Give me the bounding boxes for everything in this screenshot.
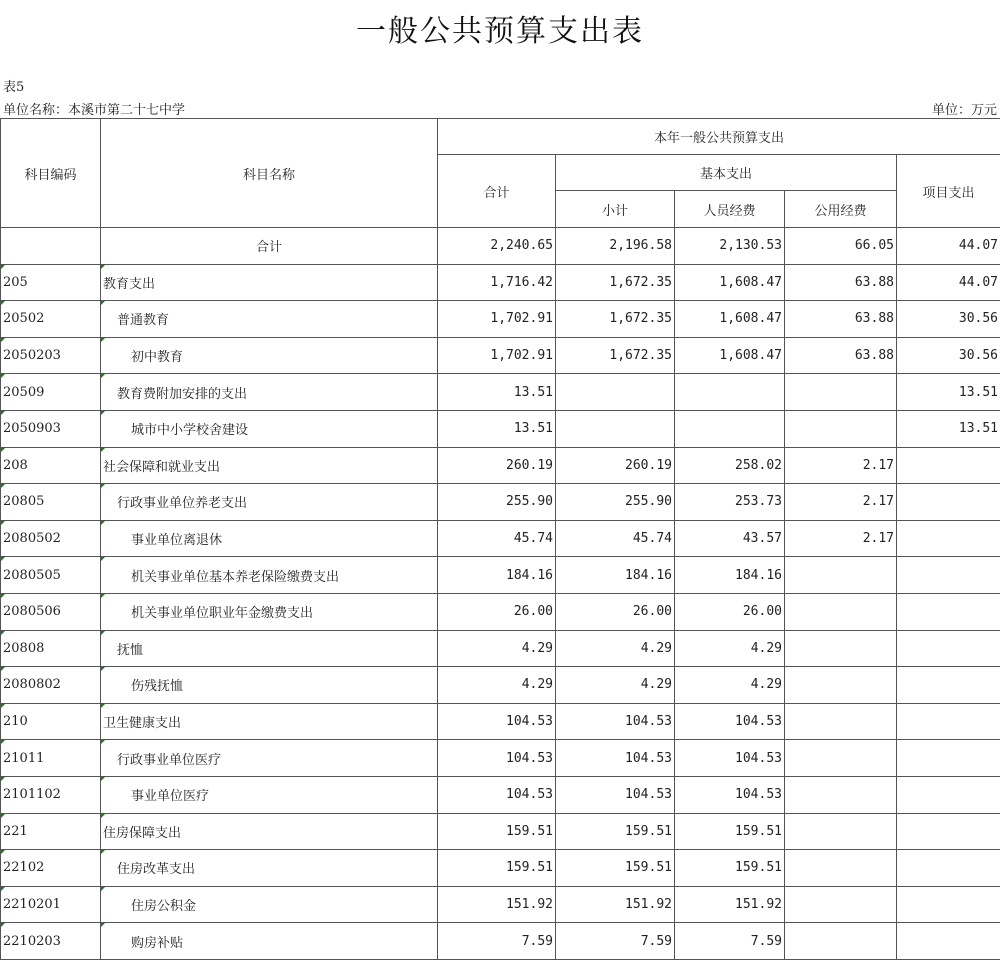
cell-personnel: 1,608.47 xyxy=(675,264,785,301)
header-total: 合计 xyxy=(438,155,556,228)
header-personnel: 人员经费 xyxy=(675,191,785,228)
cell-code: 20509 xyxy=(1,374,101,411)
cell-public: 2.17 xyxy=(785,520,897,557)
table-row xyxy=(1,740,1000,777)
cell-code: 2080502 xyxy=(1,520,101,557)
cell-name: 普通教育 xyxy=(101,301,438,338)
cell-total: 184.16 xyxy=(438,557,556,594)
cell-public xyxy=(785,813,897,850)
cell-personnel: 43.57 xyxy=(675,520,785,557)
total-row xyxy=(1,228,1000,265)
header-name: 科目名称 xyxy=(101,119,438,228)
cell-name: 社会保障和就业支出 xyxy=(101,447,438,484)
cell-project xyxy=(897,703,1000,740)
table-number: 表5 xyxy=(3,76,24,95)
cell-project: 30.56 xyxy=(897,337,1000,374)
cell-personnel: 4.29 xyxy=(675,630,785,667)
header-group: 本年一般公共预算支出 xyxy=(438,119,1000,155)
cell-project xyxy=(897,557,1000,594)
cell-subtotal: 159.51 xyxy=(556,850,675,887)
cell-personnel: 1,608.47 xyxy=(675,301,785,338)
cell-personnel: 104.53 xyxy=(675,776,785,813)
header-basic: 基本支出 xyxy=(556,155,897,191)
cell-code: 208 xyxy=(1,447,101,484)
cell-personnel: 104.53 xyxy=(675,740,785,777)
cell-name: 卫生健康支出 xyxy=(101,703,438,740)
table-row xyxy=(1,484,1000,521)
cell-code: 2210203 xyxy=(1,923,101,960)
table-row xyxy=(1,264,1000,301)
cell-code: 2080505 xyxy=(1,557,101,594)
cell-public xyxy=(785,374,897,411)
cell-name: 抚恤 xyxy=(101,630,438,667)
cell-total: 104.53 xyxy=(438,740,556,777)
cell-public xyxy=(785,850,897,887)
header-code: 科目编码 xyxy=(1,119,101,228)
cell-public: 63.88 xyxy=(785,337,897,374)
cell-code: 22102 xyxy=(1,850,101,887)
cell-subtotal: 1,672.35 xyxy=(556,301,675,338)
cell-public: 63.88 xyxy=(785,301,897,338)
cell-project xyxy=(897,813,1000,850)
table-row xyxy=(1,593,1000,630)
total-total: 2,240.65 xyxy=(438,228,556,265)
table-row xyxy=(1,850,1000,887)
cell-personnel: 104.53 xyxy=(675,703,785,740)
cell-project xyxy=(897,740,1000,777)
table-row xyxy=(1,886,1000,923)
cell-name: 住房公积金 xyxy=(101,886,438,923)
cell-subtotal: 4.29 xyxy=(556,630,675,667)
cell-personnel: 4.29 xyxy=(675,667,785,704)
cell-total: 159.51 xyxy=(438,813,556,850)
cell-code: 2050203 xyxy=(1,337,101,374)
cell-name: 住房改革支出 xyxy=(101,850,438,887)
cell-name: 机关事业单位职业年金缴费支出 xyxy=(101,593,438,630)
table-row xyxy=(1,374,1000,411)
table-row xyxy=(1,301,1000,338)
cell-project: 13.51 xyxy=(897,374,1000,411)
cell-project xyxy=(897,447,1000,484)
page-title: 一般公共预算支出表 xyxy=(0,6,1000,50)
cell-project xyxy=(897,850,1000,887)
header-subtotal: 小计 xyxy=(556,191,675,228)
cell-public xyxy=(785,557,897,594)
cell-project xyxy=(897,776,1000,813)
cell-personnel: 258.02 xyxy=(675,447,785,484)
cell-personnel: 253.73 xyxy=(675,484,785,521)
cell-subtotal: 45.74 xyxy=(556,520,675,557)
cell-name: 教育支出 xyxy=(101,264,438,301)
cell-name: 机关事业单位基本养老保险缴费支出 xyxy=(101,557,438,594)
cell-total: 104.53 xyxy=(438,776,556,813)
cell-total: 1,716.42 xyxy=(438,264,556,301)
cell-subtotal: 260.19 xyxy=(556,447,675,484)
table-row xyxy=(1,410,1000,447)
cell-total: 26.00 xyxy=(438,593,556,630)
cell-public xyxy=(785,630,897,667)
cell-public xyxy=(785,410,897,447)
cell-code: 2080802 xyxy=(1,667,101,704)
cell-total: 1,702.91 xyxy=(438,337,556,374)
cell-total: 4.29 xyxy=(438,630,556,667)
cell-public: 63.88 xyxy=(785,264,897,301)
cell-code: 210 xyxy=(1,703,101,740)
cell-personnel: 184.16 xyxy=(675,557,785,594)
cell-name: 伤残抚恤 xyxy=(101,667,438,704)
table-row xyxy=(1,703,1000,740)
cell-project xyxy=(897,520,1000,557)
cell-code: 205 xyxy=(1,264,101,301)
cell-name: 事业单位离退休 xyxy=(101,520,438,557)
table-header xyxy=(1,119,1000,228)
cell-personnel xyxy=(675,374,785,411)
cell-code: 221 xyxy=(1,813,101,850)
cell-subtotal: 104.53 xyxy=(556,740,675,777)
cell-public xyxy=(785,740,897,777)
cell-code: 2210201 xyxy=(1,886,101,923)
table-row xyxy=(1,630,1000,667)
cell-project: 30.56 xyxy=(897,301,1000,338)
cell-name: 初中教育 xyxy=(101,337,438,374)
cell-public xyxy=(785,593,897,630)
cell-code: 21011 xyxy=(1,740,101,777)
cell-name: 城市中小学校舍建设 xyxy=(101,410,438,447)
cell-personnel: 151.92 xyxy=(675,886,785,923)
cell-code: 2050903 xyxy=(1,410,101,447)
cell-code: 2080506 xyxy=(1,593,101,630)
cell-total: 13.51 xyxy=(438,374,556,411)
cell-total: 7.59 xyxy=(438,923,556,960)
cell-code: 20805 xyxy=(1,484,101,521)
cell-public: 2.17 xyxy=(785,484,897,521)
total-project: 44.07 xyxy=(897,228,1000,265)
cell-subtotal: 159.51 xyxy=(556,813,675,850)
total-personnel: 2,130.53 xyxy=(675,228,785,265)
cell-subtotal: 4.29 xyxy=(556,667,675,704)
table-row xyxy=(1,337,1000,374)
cell-project xyxy=(897,593,1000,630)
table-row xyxy=(1,557,1000,594)
cell-project: 44.07 xyxy=(897,264,1000,301)
cell-public xyxy=(785,667,897,704)
cell-total: 4.29 xyxy=(438,667,556,704)
cell-subtotal xyxy=(556,374,675,411)
cell-project xyxy=(897,667,1000,704)
table-row xyxy=(1,923,1000,960)
cell-total: 255.90 xyxy=(438,484,556,521)
cell-subtotal: 1,672.35 xyxy=(556,337,675,374)
cell-subtotal: 1,672.35 xyxy=(556,264,675,301)
cell-subtotal: 104.53 xyxy=(556,703,675,740)
table-row xyxy=(1,520,1000,557)
cell-total: 104.53 xyxy=(438,703,556,740)
cell-name: 事业单位医疗 xyxy=(101,776,438,813)
header-project: 项目支出 xyxy=(897,155,1000,228)
cell-subtotal: 26.00 xyxy=(556,593,675,630)
cell-public xyxy=(785,703,897,740)
table-row xyxy=(1,447,1000,484)
unit-name: 单位名称：本溪市第二十七中学 xyxy=(3,99,185,118)
cell-subtotal: 104.53 xyxy=(556,776,675,813)
cell-total: 159.51 xyxy=(438,850,556,887)
cell-personnel xyxy=(675,410,785,447)
cell-project xyxy=(897,630,1000,667)
cell-subtotal: 255.90 xyxy=(556,484,675,521)
cell-name: 住房保障支出 xyxy=(101,813,438,850)
cell-personnel: 159.51 xyxy=(675,850,785,887)
cell-subtotal: 184.16 xyxy=(556,557,675,594)
cell-name: 购房补贴 xyxy=(101,923,438,960)
header-public: 公用经费 xyxy=(785,191,897,228)
cell-total: 13.51 xyxy=(438,410,556,447)
cell-subtotal: 7.59 xyxy=(556,923,675,960)
cell-personnel: 1,608.47 xyxy=(675,337,785,374)
cell-name: 行政事业单位医疗 xyxy=(101,740,438,777)
table-row xyxy=(1,813,1000,850)
cell-name: 行政事业单位养老支出 xyxy=(101,484,438,521)
cell-total: 1,702.91 xyxy=(438,301,556,338)
total-public: 66.05 xyxy=(785,228,897,265)
cell-public xyxy=(785,776,897,813)
cell-personnel: 159.51 xyxy=(675,813,785,850)
cell-code: 20808 xyxy=(1,630,101,667)
cell-subtotal xyxy=(556,410,675,447)
table-row xyxy=(1,776,1000,813)
cell-personnel: 26.00 xyxy=(675,593,785,630)
total-code-cell xyxy=(1,228,101,265)
budget-table xyxy=(0,118,1000,960)
cell-subtotal: 151.92 xyxy=(556,886,675,923)
cell-project xyxy=(897,923,1000,960)
table-row xyxy=(1,667,1000,704)
table-body xyxy=(1,228,1000,960)
cell-project: 13.51 xyxy=(897,410,1000,447)
currency-unit: 单位：万元 xyxy=(932,99,997,118)
cell-total: 151.92 xyxy=(438,886,556,923)
cell-project xyxy=(897,886,1000,923)
cell-public: 2.17 xyxy=(785,447,897,484)
cell-total: 260.19 xyxy=(438,447,556,484)
cell-project xyxy=(897,484,1000,521)
cell-public xyxy=(785,886,897,923)
cell-personnel: 7.59 xyxy=(675,923,785,960)
cell-public xyxy=(785,923,897,960)
cell-code: 20502 xyxy=(1,301,101,338)
cell-total: 45.74 xyxy=(438,520,556,557)
total-subtotal: 2,196.58 xyxy=(556,228,675,265)
total-label: 合计 xyxy=(101,228,438,265)
cell-name: 教育费附加安排的支出 xyxy=(101,374,438,411)
cell-code: 2101102 xyxy=(1,776,101,813)
